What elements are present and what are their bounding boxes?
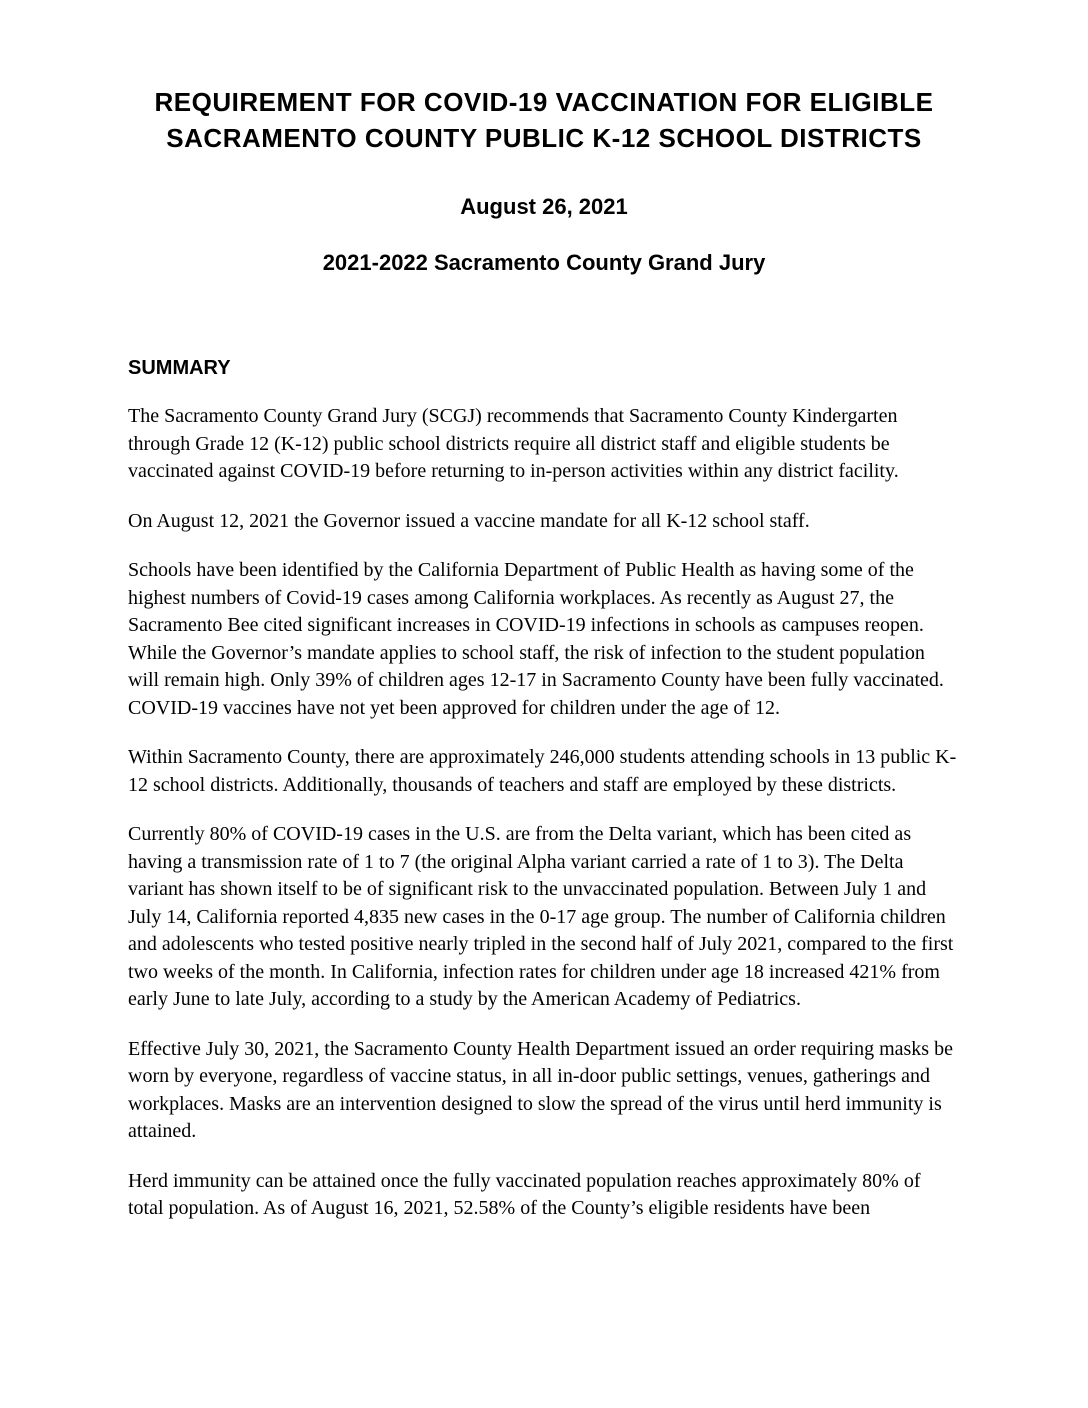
summary-heading: SUMMARY <box>128 357 231 379</box>
summary-paragraph-2: On August 12, 2021 the Governor issued a vaccine mandate for all K-12 school staff. <box>128 509 810 532</box>
summary-paragraph-3: Schools have been identified by the California Department of Public Health as having some of the highest numbers of Covid-19 cases among California workplaces. As recently as August 27, the Sacramento Bee cited significant increases in COVID-19 infections in schools as campuses reopen. While the Governor’s mandate applies to school staff, the risk of infection to the student population will remain high. Only 39% of children ages 12-17 in Sacramento County have been fully vaccinated. COVID-19 vaccines have not yet been approved for children under the age of 12. <box>128 559 944 719</box>
summary-paragraph-6: Effective July 30, 2021, the Sacramento County Health Department issued an order requiring masks be worn by everyone, regardless of vaccine status, in all in-door public settings, venues, gatherings and workplaces. Masks are an intervention designed to slow the spread of the virus until herd immunity is attained. <box>128 1037 953 1142</box>
summary-paragraph-4: Within Sacramento County, there are approximately 246,000 students attending schools in 13 public K-12 school districts. Additionally, thousands of teachers and staff are employed by these districts. <box>128 746 957 796</box>
document-date: August 26, 2021 <box>460 194 628 219</box>
document-title <box>128 84 960 156</box>
summary-paragraph-7: Herd immunity can be attained once the fully vaccinated population reaches approximately 80% of total population. As of August 16, 2021, 52.58% of the County’s eligible residents have been <box>128 1169 921 1219</box>
summary-paragraph-1: The Sacramento County Grand Jury (SCGJ) recommends that Sacramento County Kindergarten through Grade 12 (K-12) public school districts require all district staff and eligible students be vaccinated against COVID-19 before returning to in-person activities within any district facility. <box>128 405 899 482</box>
title-line-1: REQUIREMENT FOR COVID-19 VACCINATION FOR ELIGIBLE <box>154 87 934 117</box>
summary-paragraph-5: Currently 80% of COVID-19 cases in the U.S. are from the Delta variant, which has been cited as having a transmission rate of 1 to 7 (the original Alpha variant carried a rate of 1 to 3). The Delta variant has shown itself to be of significant risk to the unvaccinated population. Between July 1 and July 14, California reported 4,835 new cases in the 0-17 age group. The number of California children and adolescents who tested positive nearly tripled in the second half of July 2021, compared to the first two weeks of the month. In California, infection rates for children under age 18 increased 421% from early June to late July, according to a study by the American Academy of Pediatrics. <box>128 823 954 1010</box>
document-subtitle: 2021-2022 Sacramento County Grand Jury <box>322 250 766 275</box>
title-line-2: SACRAMENTO COUNTY PUBLIC K-12 SCHOOL DISTRICTS <box>166 123 922 153</box>
